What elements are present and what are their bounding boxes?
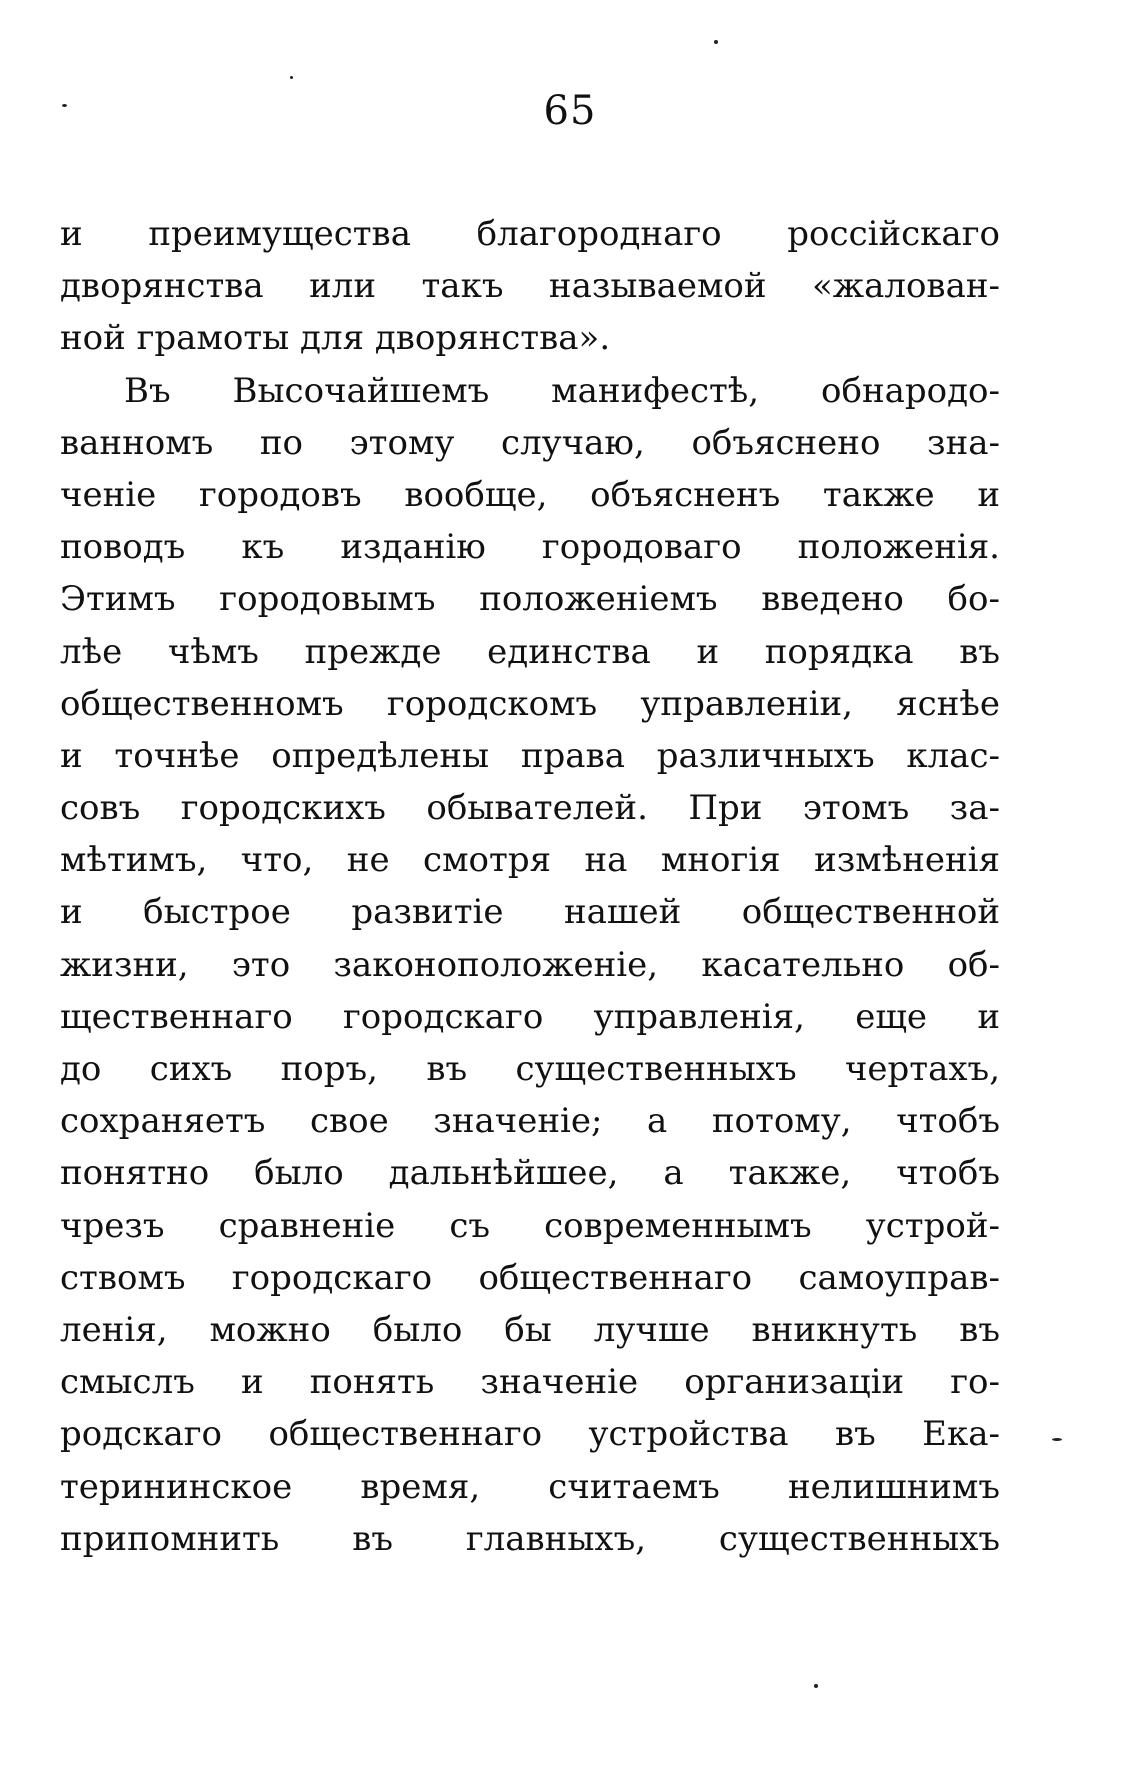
- text-line-22: ленія, можно было бы лучше вникнуть въ: [60, 1309, 1000, 1350]
- text-line-5: ванномъ по этому случаю, объяснено зна-: [60, 422, 1000, 463]
- text-line-20: чрезъ сравненіе съ современнымъ устрой-: [60, 1205, 1000, 1246]
- text-line-14: и быстрое развитіе нашей общественной: [60, 892, 1000, 933]
- text-line-12: совъ городскихъ обывателей. При этомъ за-: [60, 788, 1000, 829]
- print-speck: [814, 1684, 818, 1688]
- text-line-25: терининское время, считаемъ нелишнимъ: [60, 1466, 1000, 1507]
- text-line-26: припомнить въ главныхъ, существенныхъ: [60, 1518, 1000, 1559]
- print-speck: [62, 104, 67, 107]
- text-line-11: и точнѣе опредѣлены права различныхъ клас-: [60, 735, 1000, 776]
- page-number: 65: [543, 88, 597, 134]
- body-text: [60, 208, 1000, 1565]
- text-line-7: поводъ къ изданію городоваго положенія.: [60, 527, 1000, 568]
- text-line-3: ной грамоты для дворянства».: [60, 318, 611, 359]
- text-line-13: мѣтимъ, что, не смотря на многія измѣненія: [60, 840, 1000, 881]
- text-line-4: Въ Высочайшемъ манифестѣ, обнародо-: [124, 370, 1000, 411]
- text-line-10: общественномъ городскомъ управленіи, яснѣе: [60, 683, 1000, 724]
- text-line-18: сохраняетъ свое значеніе; а потому, чтобъ: [60, 1101, 1000, 1142]
- text-line-19: понятно было дальнѣйшее, а также, чтобъ: [60, 1153, 1000, 1194]
- text-line-21: ствомъ городскаго общественнаго самоуправ-: [60, 1257, 1000, 1298]
- text-line-9: лѣе чѣмъ прежде единства и порядка въ: [60, 631, 1000, 672]
- text-line-16: щественнаго городскаго управленія, еще и: [60, 996, 1000, 1037]
- text-line-24: родскаго общественнаго устройства въ Ека-: [60, 1414, 1000, 1455]
- print-speck: [1052, 1438, 1062, 1441]
- text-line-8: Этимъ городовымъ положеніемъ введено бо-: [60, 579, 1000, 620]
- text-line-2: дворянства или такъ называемой «жалован-: [60, 266, 1000, 307]
- print-speck: [290, 76, 293, 79]
- text-line-23: смыслъ и понять значеніе организаціи го-: [60, 1362, 1000, 1403]
- text-line-17: до сихъ поръ, въ существенныхъ чертахъ,: [60, 1049, 1000, 1089]
- print-speck: [714, 40, 718, 44]
- text-line-6: ченіе городовъ вообще, объясненъ также и: [60, 474, 1000, 515]
- text-line-15: жизни, это законоположеніе, касательно об-: [60, 944, 1000, 985]
- text-line-1: и преимущества благороднаго россійскаго: [60, 214, 1000, 254]
